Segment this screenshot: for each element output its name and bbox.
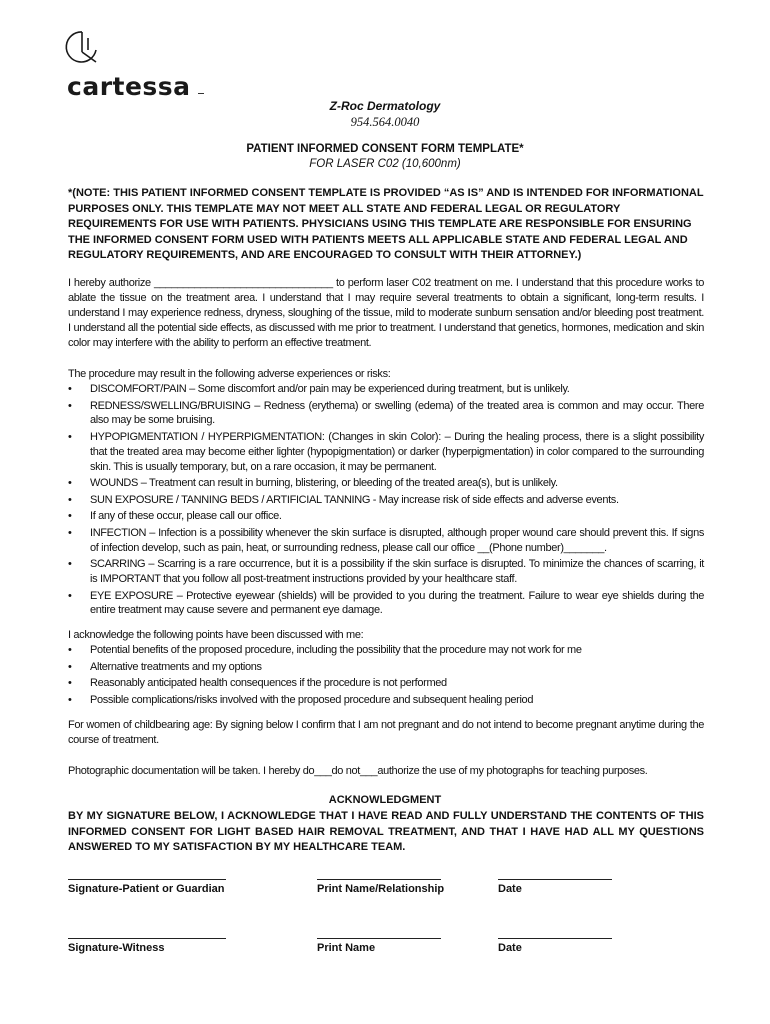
risk-item-call-office: • If any of these occur, please call our office. [68,509,704,524]
signature-line[interactable] [317,879,441,880]
risk-item-pigmentation: • HYPOPIGMENTATION / HYPERPIGMENTATION: (Changes in skin Color): – During the healing process, there is a slight possibility that the treated area may become either lighter (hypopigmentation) or darker (hyperpigmentation) in color compared to the surrounding skin. This is usually temporary, but, on a rare occasion, it may be permanent. [68,430,704,475]
risks-list [68,382,704,620]
witness-print-name-label: Print Name [317,942,376,954]
childbearing-statement: For women of childbearing age: By signing below I confirm that I am not pregnant and do not intend to become pregnant anytime during the course of treatment. [68,719,704,746]
patient-print-name-field[interactable] [317,879,445,895]
risk-item-infection: • INFECTION – Infection is a possibility whenever the skin surface is disrupted, although proper wound care should prevent this. If signs of infection develop, such as pain, heat, or surrounding redness, please call our office __(Phone number)_______. [68,526,704,556]
witness-date-field[interactable] [498,938,612,954]
patient-date-label: Date [498,883,522,895]
clinic-name: Z-Roc Dermatology [329,99,441,113]
cartessa-logo-mark-icon [64,28,104,68]
patient-print-name-label: Print Name/Relationship [317,883,445,895]
risk-item-scarring: • SCARRING – Scarring is a rare occurrence, but it is a possibility if the skin surface is disrupted. To minimize the chances of scarring, it is IMPORTANT that you follow all post-treatment instructions provided by your healthcare staff. [68,557,704,587]
form-title: PATIENT INFORMED CONSENT FORM TEMPLATE* [246,143,524,155]
photo-consent-statement: Photographic documentation will be taken. I hereby do___do not___authorize the use of my photographs for teaching purposes. [68,765,648,777]
signature-line[interactable] [498,938,612,939]
signature-line[interactable] [317,938,441,939]
ack-item-benefits: • Potential benefits of the proposed procedure, including the possibility that the procedure may not work for me [68,643,704,658]
ack-item-alternatives: • Alternative treatments and my options [68,660,704,675]
risk-item-sun-exposure: • SUN EXPOSURE / TANNING BEDS / ARTIFICIAL TANNING - May increase risk of side effects and adverse events. [68,493,704,508]
witness-signature-field[interactable] [68,938,226,954]
risk-item-redness: • REDNESS/SWELLING/BRUISING – Redness (erythema) or swelling (edema) of the treated area is common and may occur. There also may be some bruising. [68,399,704,429]
patient-signature-field[interactable] [68,879,226,895]
template-disclaimer-note: *(NOTE: THIS PATIENT INFORMED CONSENT TEMPLATE IS PROVIDED “AS IS” AND IS INTENDED FOR INFORMATIONAL PURPOSES ONLY. THIS TEMPLATE MAY NOT MEET ALL STATE AND FEDERAL LEGAL OR REGULATORY REQUIREMENTS FOR USE WITH PATIENTS. PHYSICIANS USING THIS TEMPLATE ARE RESPONSIBLE FOR ENSURING THE INFORMED CONSENT FORM USED WITH PATIENTS MEETS ALL APPLICABLE STATE AND FEDERAL LEGAL AND REGULATORY REQUIREMENTS, AND ARE ENCOURAGED TO CONSULT WITH THEIR ATTORNEY.) [68,187,704,262]
signature-line[interactable] [68,938,226,939]
ack-item-complications: • Possible complications/risks involved with the proposed procedure and subsequent healing period [68,693,704,708]
form-subtitle: FOR LASER C02 (10,600nm) [309,158,461,170]
patient-date-field[interactable] [498,879,612,895]
brand-logo-text: cartessa [67,72,191,101]
risk-item-eye-exposure: • EYE EXPOSURE – Protective eyewear (shields) will be provided to you during the treatment. Failure to wear eye shields during the entire treatment may cause severe and permanent eye damage. [68,589,704,619]
ack-item-consequences: • Reasonably anticipated health consequences if the procedure is not performed [68,676,704,691]
risks-intro: The procedure may result in the following adverse experiences or risks: [68,368,391,380]
risk-item-discomfort: • DISCOMFORT/PAIN – Some discomfort and/or pain may be experienced during treatment, but is unlikely. [68,382,704,397]
acknowledgment-heading: ACKNOWLEDGMENT [328,794,442,806]
acknowledged-points-intro: I acknowledge the following points have been discussed with me: [68,629,364,641]
witness-date-label: Date [498,942,522,954]
acknowledged-points-list [68,643,704,709]
witness-signature-label: Signature-Witness [68,942,165,954]
acknowledgment-body: BY MY SIGNATURE BELOW, I ACKNOWLEDGE THAT I HAVE READ AND FULLY UNDERSTAND THE CONTENTS OF THIS INFORMED CONSENT FOR LIGHT BASED HAIR REMOVAL TREATMENT, AND THAT I HAVE HAD ALL MY QUESTIONS ANSWERED TO MY SATISFACTION BY MY HEALTHCARE TEAM. [68,810,704,854]
patient-signature-label: Signature-Patient or Guardian [68,883,225,895]
witness-print-name-field[interactable] [317,938,441,954]
signature-line[interactable] [498,879,612,880]
risk-item-wounds: • WOUNDS – Treatment can result in burning, blistering, or bleeding of the treated area(s), but is unlikely. [68,476,704,491]
clinic-phone: 954.564.0040 [350,115,420,129]
authorization-paragraph: I hereby authorize _______________________________ to perform laser C02 treatment on me. I understand that this procedure works to ablate the tissue on the treatment area. I understand that I may require several treatments to obtain a significant, long-term results. I understand I may experience redness, dryness, sloughing of the tissue, mild to moderate sunburn sensation and/or bleeding post treatment. I understand all the potential side effects, as discussed with me prior to treatment. I understand that genetics, hormones, medication and skin color may interfere with the ability to perform an effective treatment. [68,277,704,349]
brand-logo-trademark-mark [198,93,204,94]
signature-line[interactable] [68,879,226,880]
